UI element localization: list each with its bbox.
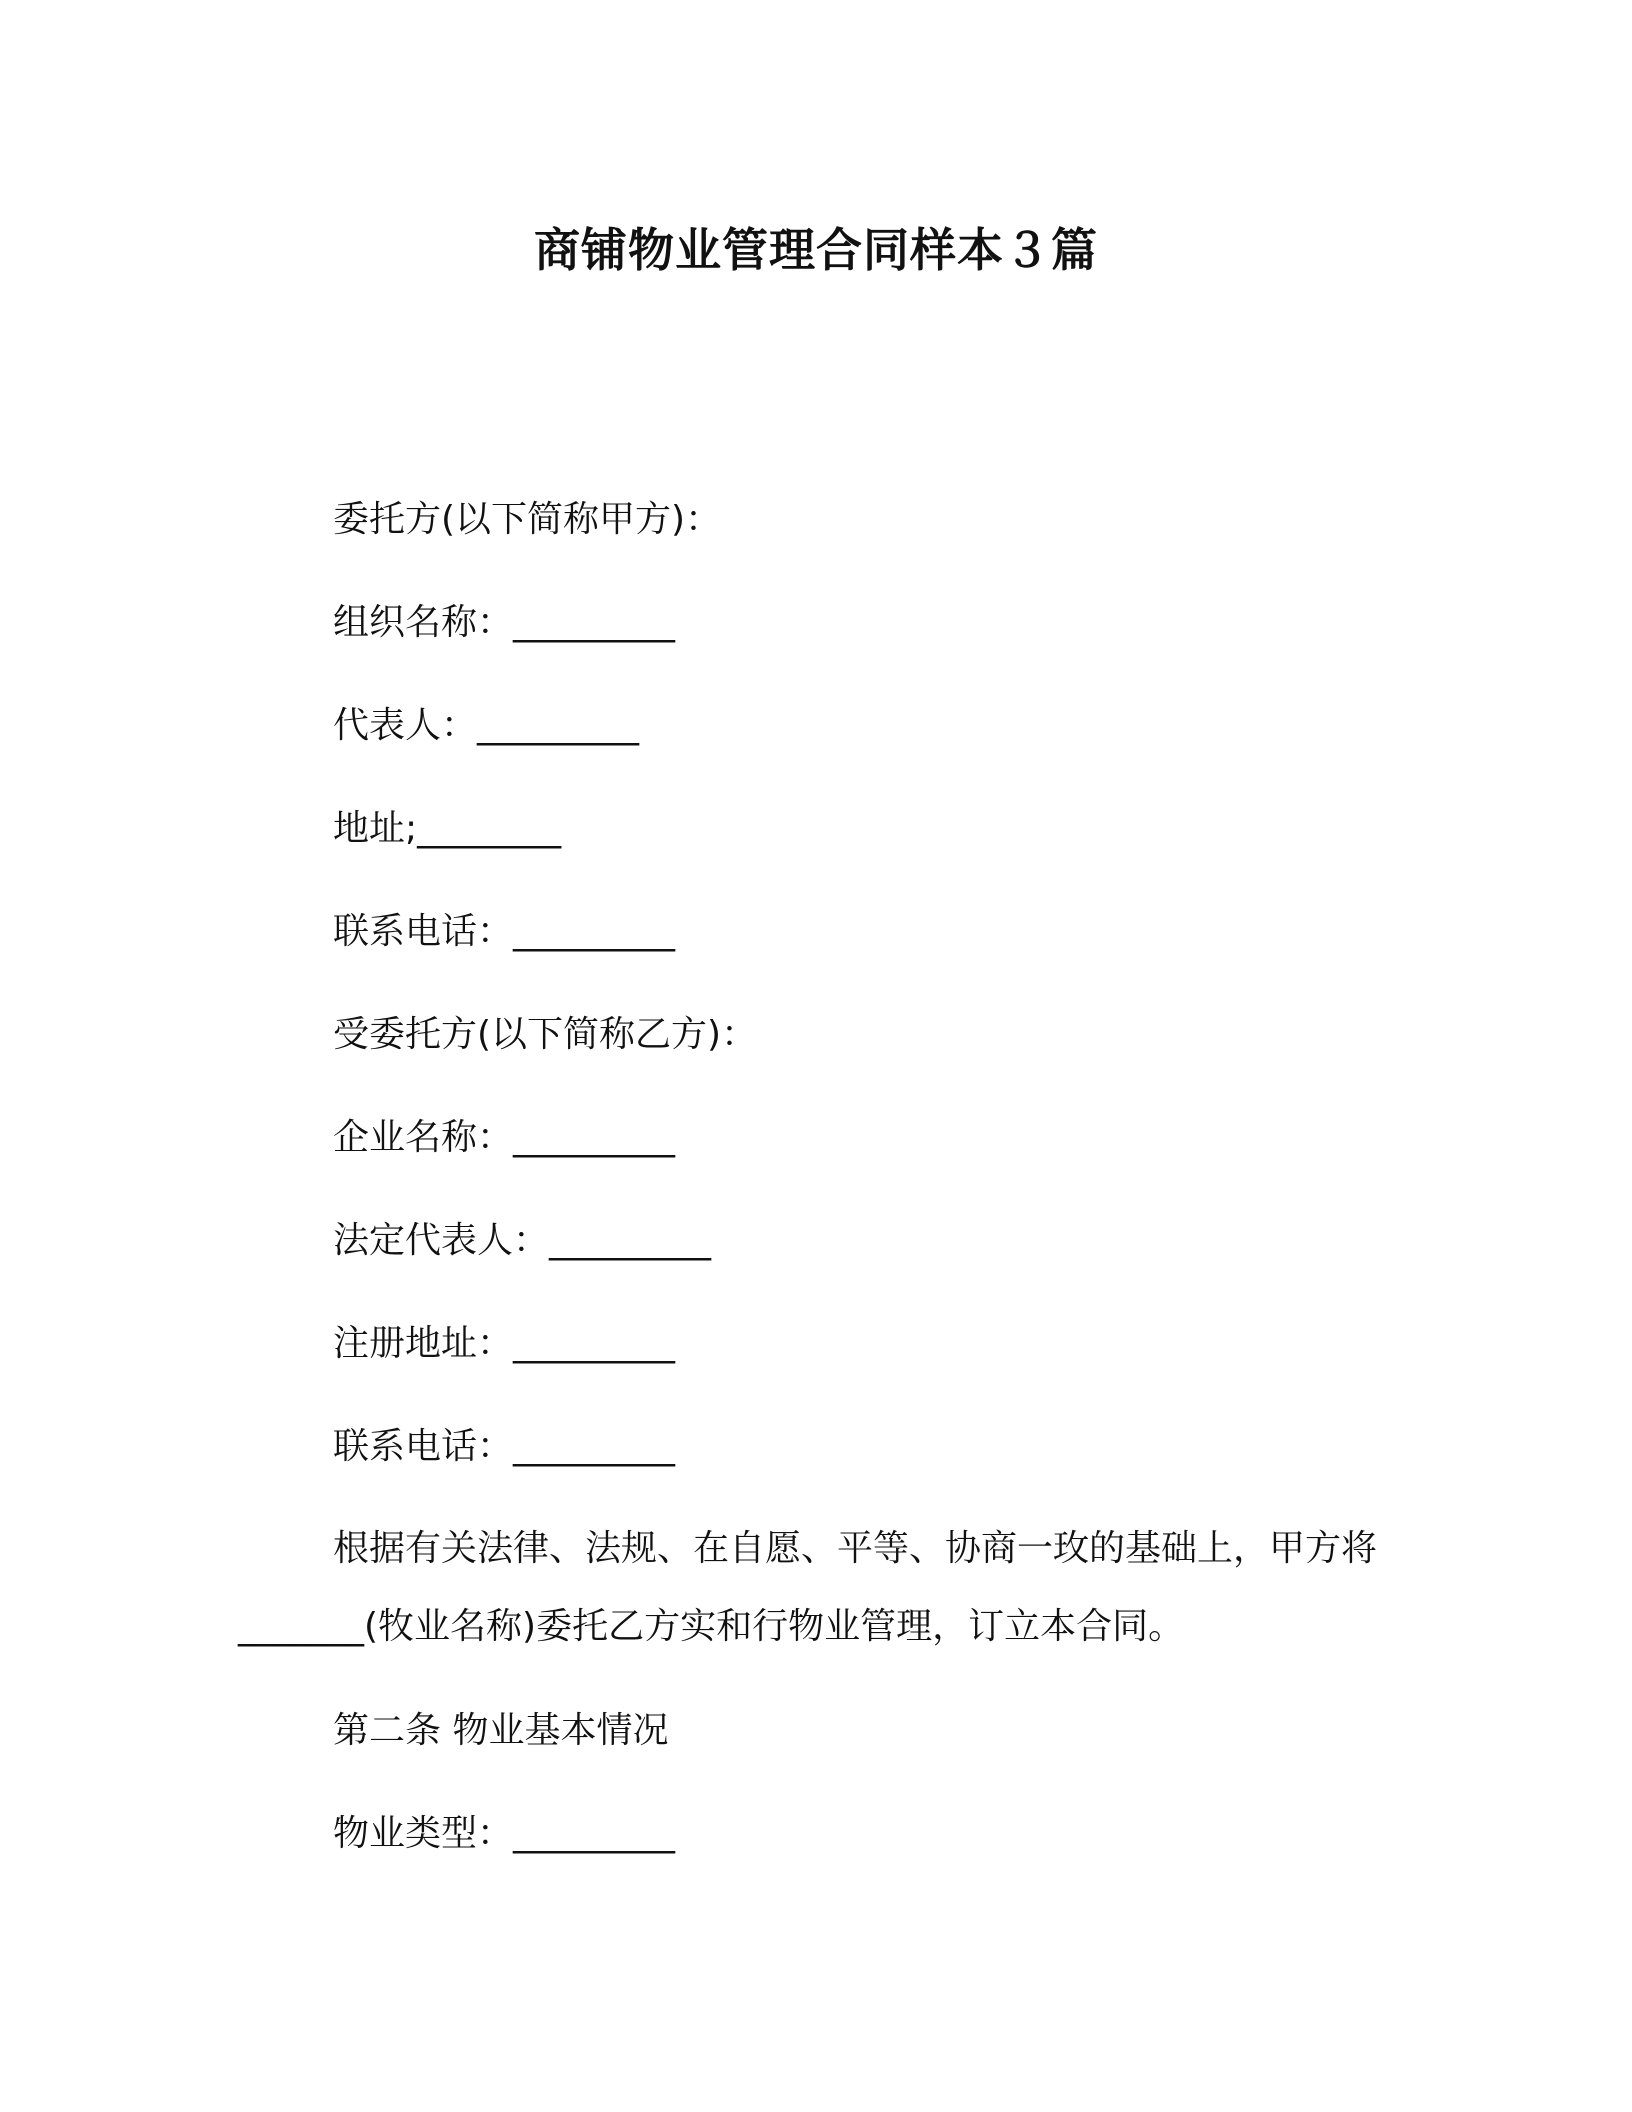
party-a-phone: 联系电话：_________ [333,911,676,952]
party-a-address: 地址;________ [333,808,562,849]
article-2-property-type: 物业类型：_________ [333,1813,676,1854]
party-a-heading: 委托方(以下简称甲方)： [333,499,722,540]
party-b-company-name: 企业名称：_________ [333,1117,676,1158]
preamble-paragraph [238,1510,1378,1666]
document-title: 商铺物业管理合同样本３篇 [534,223,1098,277]
party-b-heading: 受委托方(以下简称乙方)： [333,1014,758,1055]
preamble-text: 根据有关法律、法规、在自愿、平等、协商一玫的基础上，甲方将_______(牧业名称)委托乙方实和行物业管理，订立本合同。 [238,1528,1378,1647]
party-b-phone: 联系电话：_________ [333,1426,676,1467]
party-a-representative: 代表人：_________ [333,705,640,746]
party-a-org-name: 组织名称：_________ [333,602,676,643]
party-b-legal-rep: 法定代表人：_________ [333,1220,712,1261]
party-b-reg-address: 注册地址：_________ [333,1323,676,1364]
article-2-heading: 第二条 物业基本情况 [333,1710,669,1751]
